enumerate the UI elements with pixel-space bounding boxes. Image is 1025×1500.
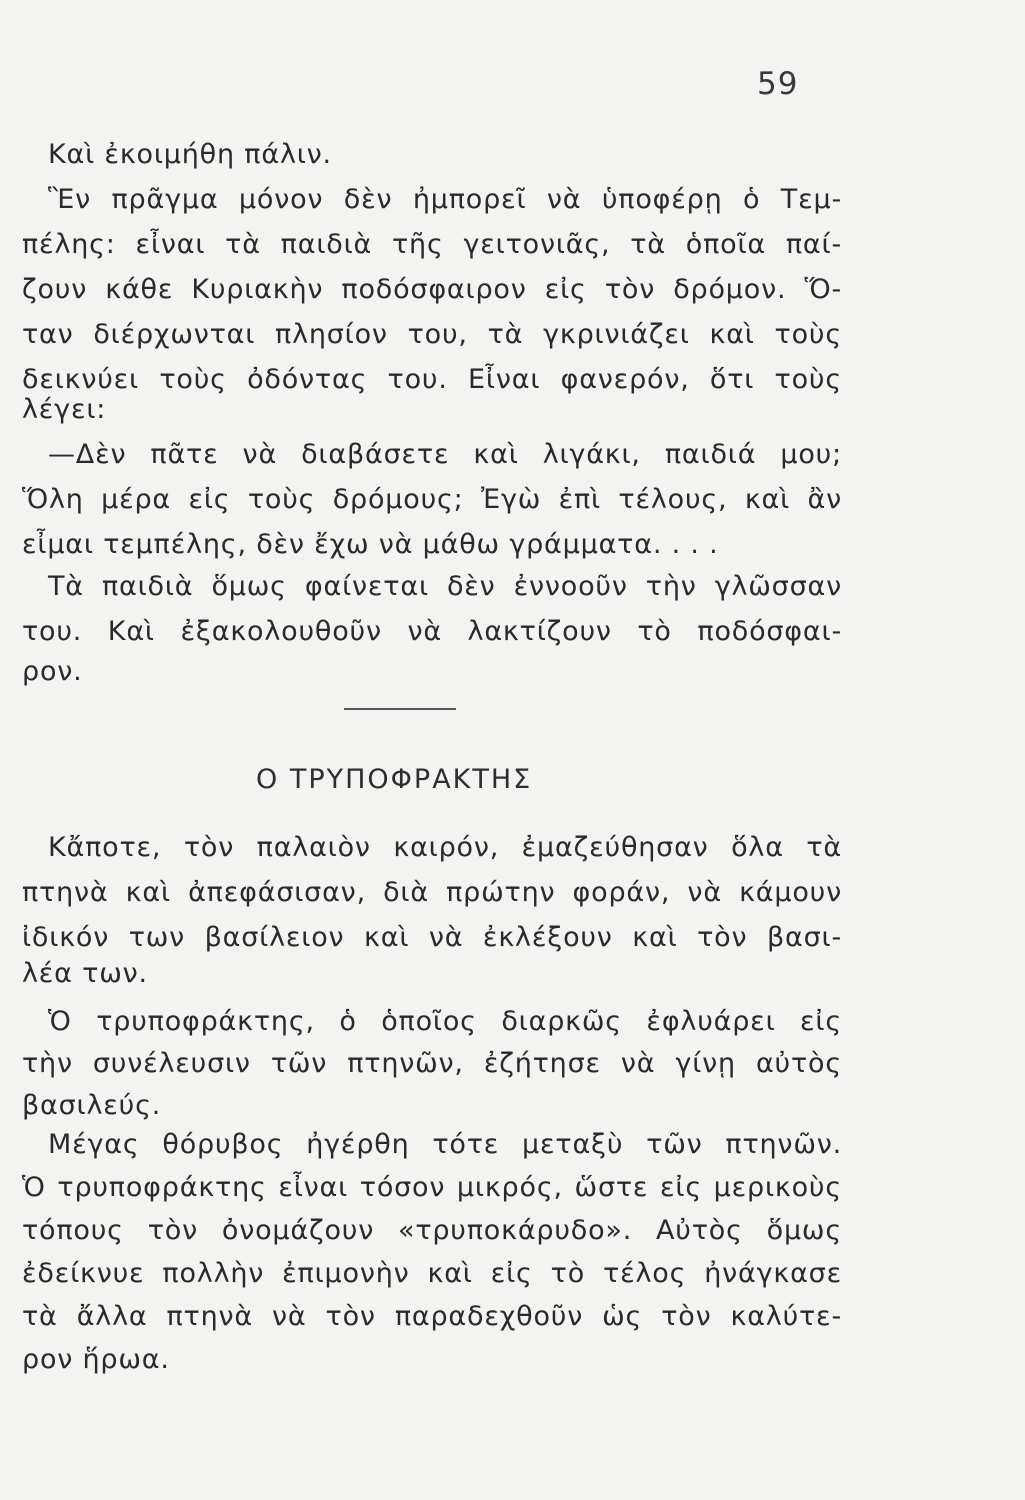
text-line: λέα των. — [22, 958, 148, 989]
text-line: —Δὲν πᾶτε νὰ διαβάσετε καὶ λιγάκι, παιδιά μου; — [48, 439, 842, 470]
text-line: του. Καὶ ἐξακολουθοῦν νὰ λακτίζουν τὸ ποδόσφαι- — [22, 616, 842, 647]
text-line: λέγει: — [22, 394, 107, 425]
separator-rule — [344, 708, 456, 710]
text-line: Ὁ τρυποφράκτης εἶναι τόσον μικρός, ὥστε εἰς μερικοὺς — [22, 1172, 842, 1203]
text-line: Ὅλη μέρα εἰς τοὺς δρόμους; Ἐγὼ ἐπὶ τέλους, καὶ ἂν — [22, 484, 842, 515]
text-line: Μέγας θόρυβος ἠγέρθη τότε μεταξὺ τῶν πτηνῶν. — [48, 1129, 842, 1160]
text-line: Καὶ ἐκοιμήθη πάλιν. — [48, 139, 332, 170]
text-line: Τὰ παιδιὰ ὅμως φαίνεται δὲν ἐννοοῦν τὴν γλῶσσαν — [48, 571, 842, 602]
text-line: εἶμαι τεμπέλης, δὲν ἔχω νὰ μάθω γράμματα. . . . — [22, 529, 719, 560]
text-line: τόπους τὸν ὀνομάζουν «τρυποκάρυδο». Αὐτὸς ὅμως — [22, 1215, 842, 1246]
text-line: ρον. — [22, 656, 83, 687]
text-line: ρον ἥρωα. — [22, 1344, 170, 1375]
text-line: ἰδικόν των βασίλειον καὶ νὰ ἐκλέξουν καὶ τὸν βασι- — [22, 922, 842, 953]
text-line: Ἓν πρᾶγμα μόνον δὲν ἠμπορεῖ νὰ ὑποφέρῃ ὁ Τεμ- — [48, 184, 842, 215]
text-line: ἐδείκνυε πολλὴν ἐπιμονὴν καὶ εἰς τὸ τέλος ἠνάγκασε — [22, 1258, 842, 1289]
text-line: Ὁ τρυποφράκτης, ὁ ὁποῖος διαρκῶς ἐφλυάρει εἰς — [48, 1006, 842, 1037]
text-line: πέλης: εἶναι τὰ παιδιὰ τῆς γειτονιᾶς, τὰ ὁποῖα παί- — [22, 229, 842, 260]
text-line: ζουν κάθε Κυριακὴν ποδόσφαιρον εἰς τὸν δρόμον. Ὅ- — [22, 274, 842, 305]
text-line: τὰ ἄλλα πτηνὰ νὰ τὸν παραδεχθοῦν ὡς τὸν καλύτε- — [22, 1301, 842, 1332]
page-number: 59 — [757, 66, 799, 102]
text-line: τὴν συνέλευσιν τῶν πτηνῶν, ἐζήτησε νὰ γίνῃ αὐτὸς — [22, 1048, 842, 1079]
section-heading: Ο ΤΡΥΠΟΦΡΑΚΤΗΣ — [256, 764, 533, 795]
text-line: ταν διέρχωνται πλησίον του, τὰ γκρινιάζει καὶ τοὺς — [22, 319, 842, 350]
text-line: βασιλεύς. — [22, 1090, 162, 1121]
text-line: δεικνύει τοὺς ὀδόντας του. Εἶναι φανερόν, ὅτι τοὺς — [22, 364, 842, 395]
text-line: πτηνὰ καὶ ἀπεφάσισαν, διὰ πρώτην φοράν, νὰ κάμουν — [22, 877, 842, 908]
text-line: Κἄποτε, τὸν παλαιὸν καιρόν, ἐμαζεύθησαν ὅλα τὰ — [48, 832, 842, 863]
